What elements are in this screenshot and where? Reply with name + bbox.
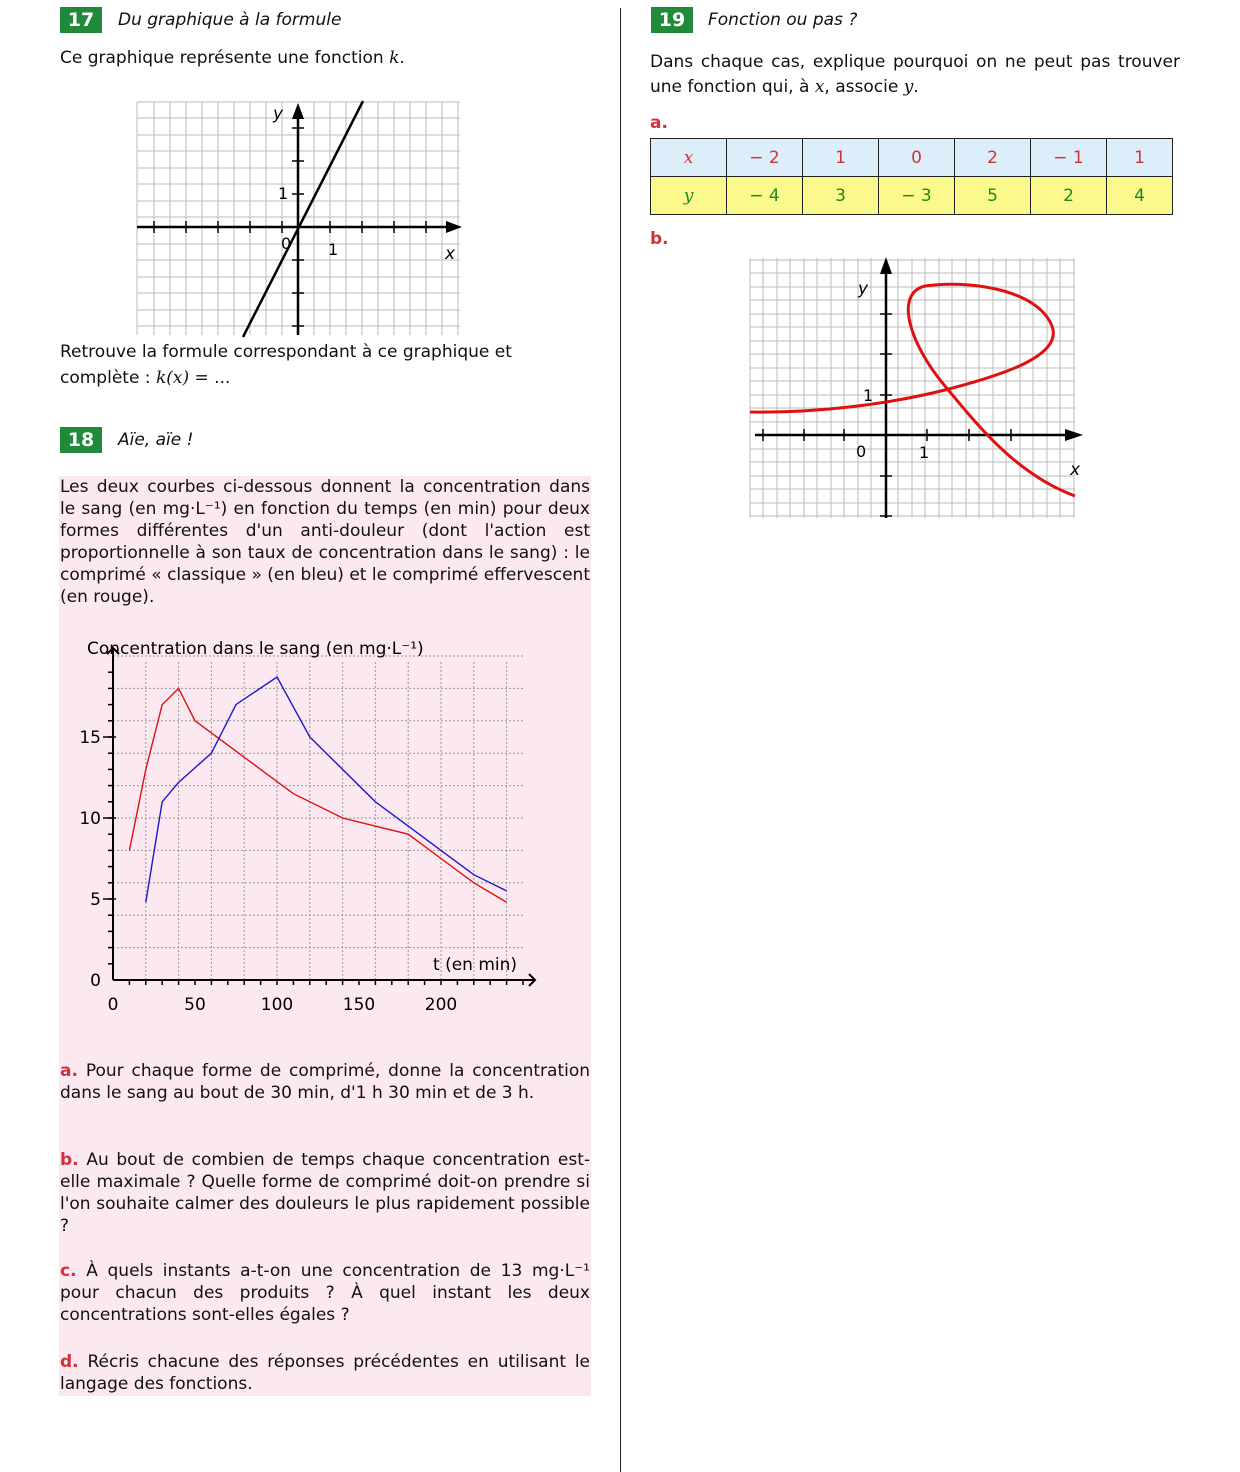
- exercise-19-title: Fonction ou pas ?: [708, 10, 858, 30]
- ex19-graph: [745, 250, 1090, 525]
- chart-x-tick-label: 0: [107, 995, 119, 1015]
- chart-series: [129, 677, 506, 902]
- table-cell: 1: [1107, 139, 1173, 177]
- ex17-y-arrow: [292, 103, 304, 119]
- table-cell: 3: [803, 177, 879, 215]
- exercise-17-question: Retrouve la formule correspondant à ce graphique et complète : k(x) = ...: [60, 342, 512, 388]
- table-cell: − 4: [727, 177, 803, 215]
- values-table: [650, 138, 1173, 215]
- part-a-label: a.: [650, 113, 668, 133]
- question-18c: c. À quels instants a-t-on une concentration de 13 mg·L⁻¹ pour chacun des produits ? À quel instant les deux concentrations sont-elles égales ?: [60, 1261, 590, 1325]
- chart-x-tick-label: 50: [184, 995, 206, 1015]
- chart-y-tick-label: 0: [90, 971, 101, 991]
- chart-x-tick-label: 150: [342, 995, 376, 1015]
- ex19-tick-label-y: 1: [863, 386, 874, 405]
- table-header-y: y: [651, 177, 727, 215]
- chart-x-tick-label: 200: [424, 995, 458, 1015]
- series-classique-line: [146, 677, 507, 902]
- exercise-17-intro: Ce graphique représente une fonction k.: [60, 48, 405, 68]
- table-header-x: x: [651, 139, 727, 177]
- chart-x-tick-label: 100: [260, 995, 294, 1015]
- chart-axes: [107, 648, 535, 986]
- ex17-tick-label-y: 1: [278, 184, 289, 203]
- table-cell: 1: [803, 139, 879, 177]
- chart-grid: [113, 656, 523, 980]
- exercise-19-intro: Dans chaque cas, explique pourquoi on ne peut pas trouver une fonction qui, à x, associe y.: [650, 52, 1180, 97]
- chart-title: Concentration dans le sang (en mg·L⁻¹): [87, 639, 424, 659]
- table-cell: − 1: [1031, 139, 1107, 177]
- ex17-tick-label-x: 1: [328, 240, 339, 259]
- question-18b: b. Au bout de combien de temps chaque concentration est-elle maximale ? Quelle forme de comprimé doit-on prendre si l'on souhaite calmer des douleurs le plus rapidement possible ?: [60, 1150, 590, 1236]
- ex17-function-line: [243, 101, 363, 337]
- exercise-17-title: Du graphique à la formule: [118, 10, 342, 30]
- table-row-x: [651, 139, 1173, 177]
- ex17-label-y: y: [273, 104, 284, 124]
- ex19-label-y: y: [858, 279, 869, 299]
- ex17-origin-label: 0: [281, 234, 292, 253]
- question-18a: a. Pour chaque forme de comprimé, donne la concentration dans le sang au bout de 30 min, d'1 h 30 min et de 3 h.: [60, 1061, 591, 1103]
- exercise-18-number: 18: [60, 427, 102, 453]
- table-cell: 2: [955, 139, 1031, 177]
- chart-y-tick-label: 5: [90, 890, 101, 910]
- exercise-17-number: 17: [60, 7, 102, 33]
- ex19-tick-label-x: 1: [919, 443, 930, 462]
- column-divider: [620, 8, 621, 1472]
- exercise-19-number: 19: [651, 7, 693, 33]
- table-cell: 0: [879, 139, 955, 177]
- question-18d: d. Récris chacune des réponses précédentes en utilisant le langage des fonctions.: [60, 1352, 590, 1394]
- exercise-18-intro: Les deux courbes ci-dessous donnent la concentration dans le sang (en mg·L⁻¹) en fonction du temps (en min) pour deux formes différentes d'un anti-douleur (dont l'action est proportionnelle à son taux de concentration dans le sang) : le comprimé « classique » (en bleu) et le comprimé effervescent (en rouge).: [60, 477, 590, 607]
- table-cell: 2: [1031, 177, 1107, 215]
- concentration-chart: [60, 630, 590, 1030]
- part-b-label: b.: [650, 229, 669, 249]
- chart-y-tick-label: 15: [79, 728, 101, 748]
- ex17-graph: [130, 95, 470, 340]
- table-row-y: [651, 177, 1173, 215]
- table-cell: 5: [955, 177, 1031, 215]
- table-cell: 4: [1107, 177, 1173, 215]
- ex19-origin-label: 0: [856, 442, 867, 461]
- ex19-label-x: x: [1070, 460, 1081, 480]
- chart-xlabel: t (en min): [433, 955, 518, 975]
- ex17-label-x: x: [445, 244, 456, 264]
- ex19-grid: [750, 258, 1075, 518]
- table-cell: − 3: [879, 177, 955, 215]
- ex17-x-arrow: [446, 221, 462, 233]
- table-cell: − 2: [727, 139, 803, 177]
- exercise-18-title: Aïe, aïe !: [118, 430, 194, 450]
- chart-y-tick-label: 10: [79, 809, 101, 829]
